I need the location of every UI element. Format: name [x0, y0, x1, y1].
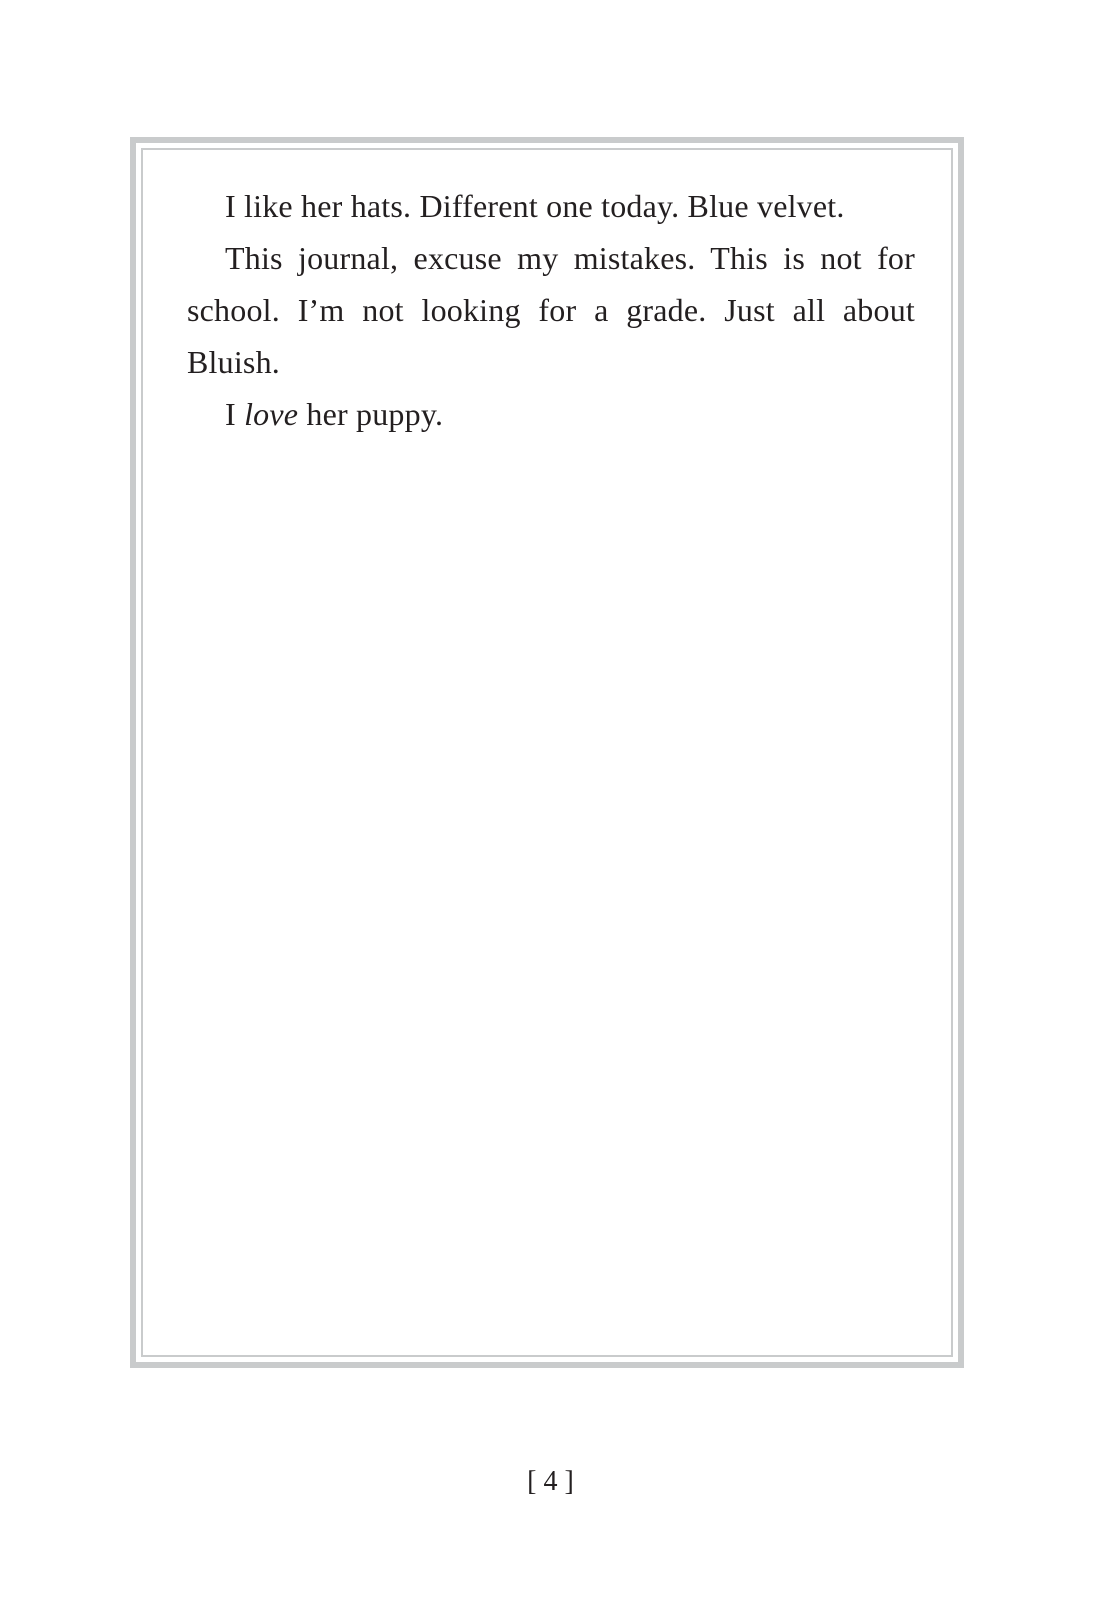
paragraph-puppy-before: I [225, 396, 245, 432]
paragraph-hats: I like her hats. Different one today. Blue velvet. [225, 188, 845, 224]
paragraph-puppy [187, 388, 915, 440]
paragraph-journal: This journal, excuse my mistakes. This is not for school. I’m not looking for a grade. Just all about Bluish. [187, 240, 915, 380]
body-text [187, 180, 915, 440]
emphasized-word: love [244, 396, 299, 432]
paragraph-puppy-after: her puppy. [298, 396, 444, 432]
page-number: [ 4 ] [527, 1466, 574, 1497]
